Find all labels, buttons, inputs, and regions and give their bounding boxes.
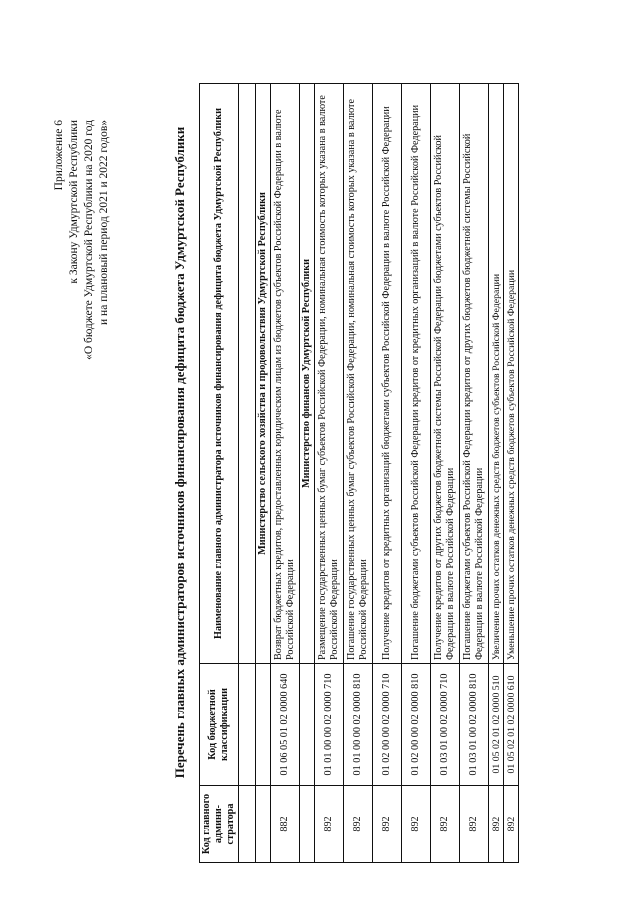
section-title: Министерство финансов Удмуртской Республики bbox=[300, 84, 315, 664]
empty-cell bbox=[300, 664, 315, 786]
table-row bbox=[460, 84, 489, 863]
admin-name-cell: Погашение бюджетами субъектов Российской Федерации кредитов от других бюджетов бюджетной системы Российской Федерации в валюте Российской Федерации bbox=[460, 84, 489, 664]
table-spacer-row bbox=[239, 84, 256, 863]
empty-cell bbox=[300, 786, 315, 863]
appendix-law-ref: к Закону Удмуртской Республики bbox=[68, 120, 80, 284]
admin-name-cell: Погашение государственных ценных бумаг субъектов Российской Федерации, номинальная стоимость которых указана в валюте Российской Федерации bbox=[344, 84, 373, 664]
appendix-header bbox=[52, 120, 112, 360]
admin-code-cell: 892 bbox=[373, 786, 402, 863]
table-row bbox=[402, 84, 431, 863]
administrators-table bbox=[199, 83, 519, 863]
section-row bbox=[256, 84, 271, 863]
table-row bbox=[271, 84, 300, 863]
admin-code-cell: 892 bbox=[504, 786, 519, 863]
empty-cell bbox=[239, 664, 256, 786]
admin-name-cell: Уменьшение прочих остатков денежных средств бюджетов субъектов Российской Федерации bbox=[504, 84, 519, 664]
header-admin-code: Код главного админи-стратора bbox=[200, 786, 239, 863]
table-row bbox=[504, 84, 519, 863]
budget-code-cell: 01 02 00 00 02 0000 810 bbox=[402, 664, 431, 786]
budget-code-cell: 01 01 00 00 02 0000 810 bbox=[344, 664, 373, 786]
admin-code-cell: 892 bbox=[402, 786, 431, 863]
budget-code-cell: 01 03 01 00 02 0000 810 bbox=[460, 664, 489, 786]
appendix-number: Приложение 6 bbox=[53, 120, 65, 191]
empty-cell bbox=[239, 84, 256, 664]
budget-code-cell: 01 03 01 00 02 0000 710 bbox=[431, 664, 460, 786]
header-budget-code: Код бюджетной классификации bbox=[200, 664, 239, 786]
admin-code-cell: 892 bbox=[460, 786, 489, 863]
table-row bbox=[315, 84, 344, 863]
admin-name-cell: Возврат бюджетных кредитов, предоставленных юридическим лицам из бюджетов субъектов Российской Федерации в валюте Российской Федерации bbox=[271, 84, 300, 664]
admin-code-cell: 892 bbox=[431, 786, 460, 863]
budget-code-cell: 01 05 02 01 02 0000 610 bbox=[504, 664, 519, 786]
table-row bbox=[431, 84, 460, 863]
appendix-law-period: и на плановый период 2021 и 2022 годов» bbox=[98, 120, 110, 325]
table-row bbox=[373, 84, 402, 863]
admin-code-cell: 892 bbox=[489, 786, 504, 863]
table-header-row bbox=[200, 84, 239, 863]
admin-name-cell: Размещение государственных ценных бумаг субъектов Российской Федерации, номинальная стоимость которых указана в валюте Российской Федерации bbox=[315, 84, 344, 664]
admin-code-cell: 892 bbox=[315, 786, 344, 863]
section-row bbox=[300, 84, 315, 863]
admin-name-cell: Погашение бюджетами субъектов Российской Федерации кредитов от кредитных организаций в валюте Российской Федерации bbox=[402, 84, 431, 664]
table-row bbox=[344, 84, 373, 863]
budget-code-cell: 01 06 05 01 02 0000 640 bbox=[271, 664, 300, 786]
budget-code-cell: 01 02 00 00 02 0000 710 bbox=[373, 664, 402, 786]
empty-cell bbox=[239, 786, 256, 863]
empty-cell bbox=[256, 786, 271, 863]
document-title: Перечень главных администраторов источников финансирования дефицита бюджета Удмуртской Республики bbox=[172, 126, 187, 779]
table-row bbox=[489, 84, 504, 863]
section-title: Министерство сельского хозяйства и продовольствия Удмуртской Республики bbox=[256, 84, 271, 664]
admin-code-cell: 882 bbox=[271, 786, 300, 863]
empty-cell bbox=[256, 664, 271, 786]
budget-code-cell: 01 05 02 01 02 0000 510 bbox=[489, 664, 504, 786]
budget-code-cell: 01 01 00 00 02 0000 710 bbox=[315, 664, 344, 786]
appendix-law-title: «О бюджете Удмуртской Республики на 2020 год bbox=[83, 120, 95, 360]
admin-name-cell: Получение кредитов от кредитных организаций бюджетами субъектов Российской Федерации в валюте Российской Федерации bbox=[373, 84, 402, 664]
header-admin-name: Наименование главного администратора источников финансирования дефицита бюджета Удмуртской Республики bbox=[200, 84, 239, 664]
admin-code-cell: 892 bbox=[344, 786, 373, 863]
admin-name-cell: Увеличение прочих остатков денежных средств бюджетов субъектов Российской Федерации bbox=[489, 84, 504, 664]
admin-name-cell: Получение кредитов от других бюджетов бюджетной системы Российской Федерации бюджетами субъектов Российской Федерации в валюте Российской Федерации bbox=[431, 84, 460, 664]
